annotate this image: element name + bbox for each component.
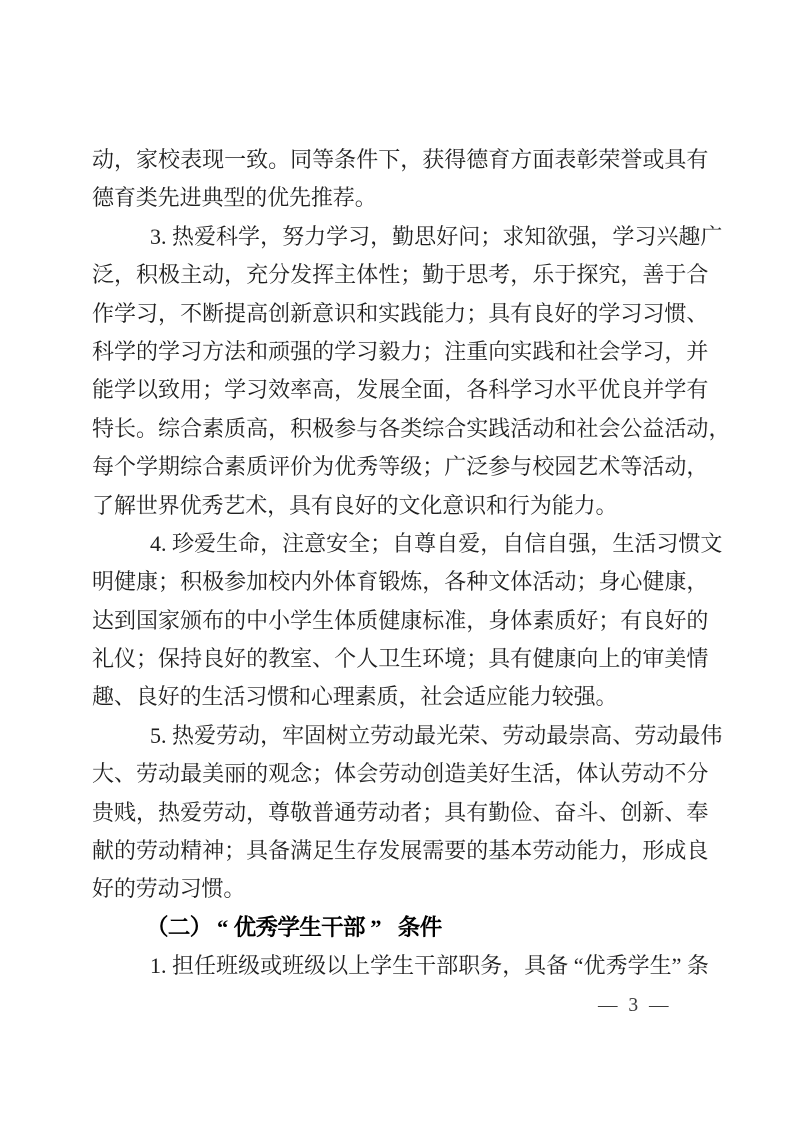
text-line: 达 到 国 家 颁 布 的 中 小 学 生 体 质 健 康 标 准 ， 身 体 素 质 好 ； 有 良 好 的: [92, 607, 709, 633]
text-line: 大 、 劳 动 最 美 丽 的 观 念 ； 体 会 劳 动 创 造 美 好 生 活 ， 体 认 劳 动 不 分: [92, 761, 709, 787]
text-line: 礼 仪 ； 保 持 良 好 的 教 室 、 个 人 卫 生 环 境 ； 具 有 健 康 向 上 的 审 美 情: [92, 646, 709, 672]
text-line: 每 个 学 期 综 合 素 质 评 价 为 优 秀 等 级 ； 广 泛 参 与 校 园 艺 术 等 活 动 ，: [92, 454, 709, 480]
text-line: 5 . 热 爱 劳 动 ， 牢 固 树 立 劳 动 最 光 荣 、 劳 动 最 崇 高 、 劳 动 最 伟: [150, 722, 723, 748]
text-line: 献 的 劳 动 精 神 ； 具 备 满 足 生 存 发 展 需 要 的 基 本 劳 动 能 力 ， 形 成 良: [92, 838, 709, 864]
page-number: — 3 —: [598, 995, 672, 1016]
text-line: 能 学 以 致 用 ； 学 习 效 率 高 ， 发 展 全 面 ， 各 科 学 习 水 平 优 良 并 学 有: [92, 377, 709, 403]
text-line: 泛 ， 积 极 主 动 ， 充 分 发 挥 主 体 性 ； 勤 于 思 考 ， 乐 于 探 究 ， 善 于 合: [92, 262, 709, 288]
text-line: 明 健 康 ； 积 极 参 加 校 内 外 体 育 锻 炼 ， 各 种 文 体 活 动 ； 身 心 健 康 ，: [92, 569, 709, 595]
text-line: 好 的 劳 动 习 惯 。: [92, 876, 246, 902]
text-line: 贵 贱 ， 热 爱 劳 动 ， 尊 敬 普 通 劳 动 者 ； 具 有 勤 俭 、 奋 斗 、 创 新 、 奉: [92, 799, 709, 825]
section-heading: （ 二 ） “ 优 秀 学 生 干 部 ” 条 件: [146, 914, 443, 940]
text-line: 趣 、 良 好 的 生 活 习 惯 和 心 理 素 质 ， 社 会 适 应 能 力 较 强 。: [92, 684, 618, 710]
text-line: 特 长 。 综 合 素 质 高 ， 积 极 参 与 各 类 综 合 实 践 活 动 和 社 会 公 益 活 动 ，: [92, 415, 731, 441]
text-line: 科 学 的 学 习 方 法 和 顽 强 的 学 习 毅 力 ； 注 重 向 实 践 和 社 会 学 习 ， 并: [92, 338, 709, 364]
text-line: 4 . 珍 爱 生 命 ， 注 意 安 全 ； 自 尊 自 爱 ， 自 信 自 强 ， 生 活 习 惯 文: [150, 530, 723, 556]
text-line: 德 育 类 先 进 典 型 的 优 先 推 荐 。: [92, 185, 377, 211]
text-line: 了 解 世 界 优 秀 艺 术 ， 具 有 良 好 的 文 化 意 识 和 行 为 能 力 。: [92, 492, 618, 518]
text-line: 1 . 担 任 班 级 或 班 级 以 上 学 生 干 部 职 务 ， 具 备 “ 优 秀 学 生 ” 条: [150, 953, 709, 979]
text-line: 3 . 热 爱 科 学 ， 努 力 学 习 ， 勤 思 好 问 ； 求 知 欲 强 ， 学 习 兴 趣 广: [150, 223, 723, 249]
text-line: 作 学 习 ， 不 断 提 高 创 新 意 识 和 实 践 能 力 ； 具 有 良 好 的 学 习 习 惯 、: [92, 300, 709, 326]
text-line: 动 ， 家 校 表 现 一 致 。 同 等 条 件 下 ， 获 得 德 育 方 面 表 彰 荣 誉 或 具 有: [92, 147, 709, 172]
document-text-block: [92, 141, 731, 986]
